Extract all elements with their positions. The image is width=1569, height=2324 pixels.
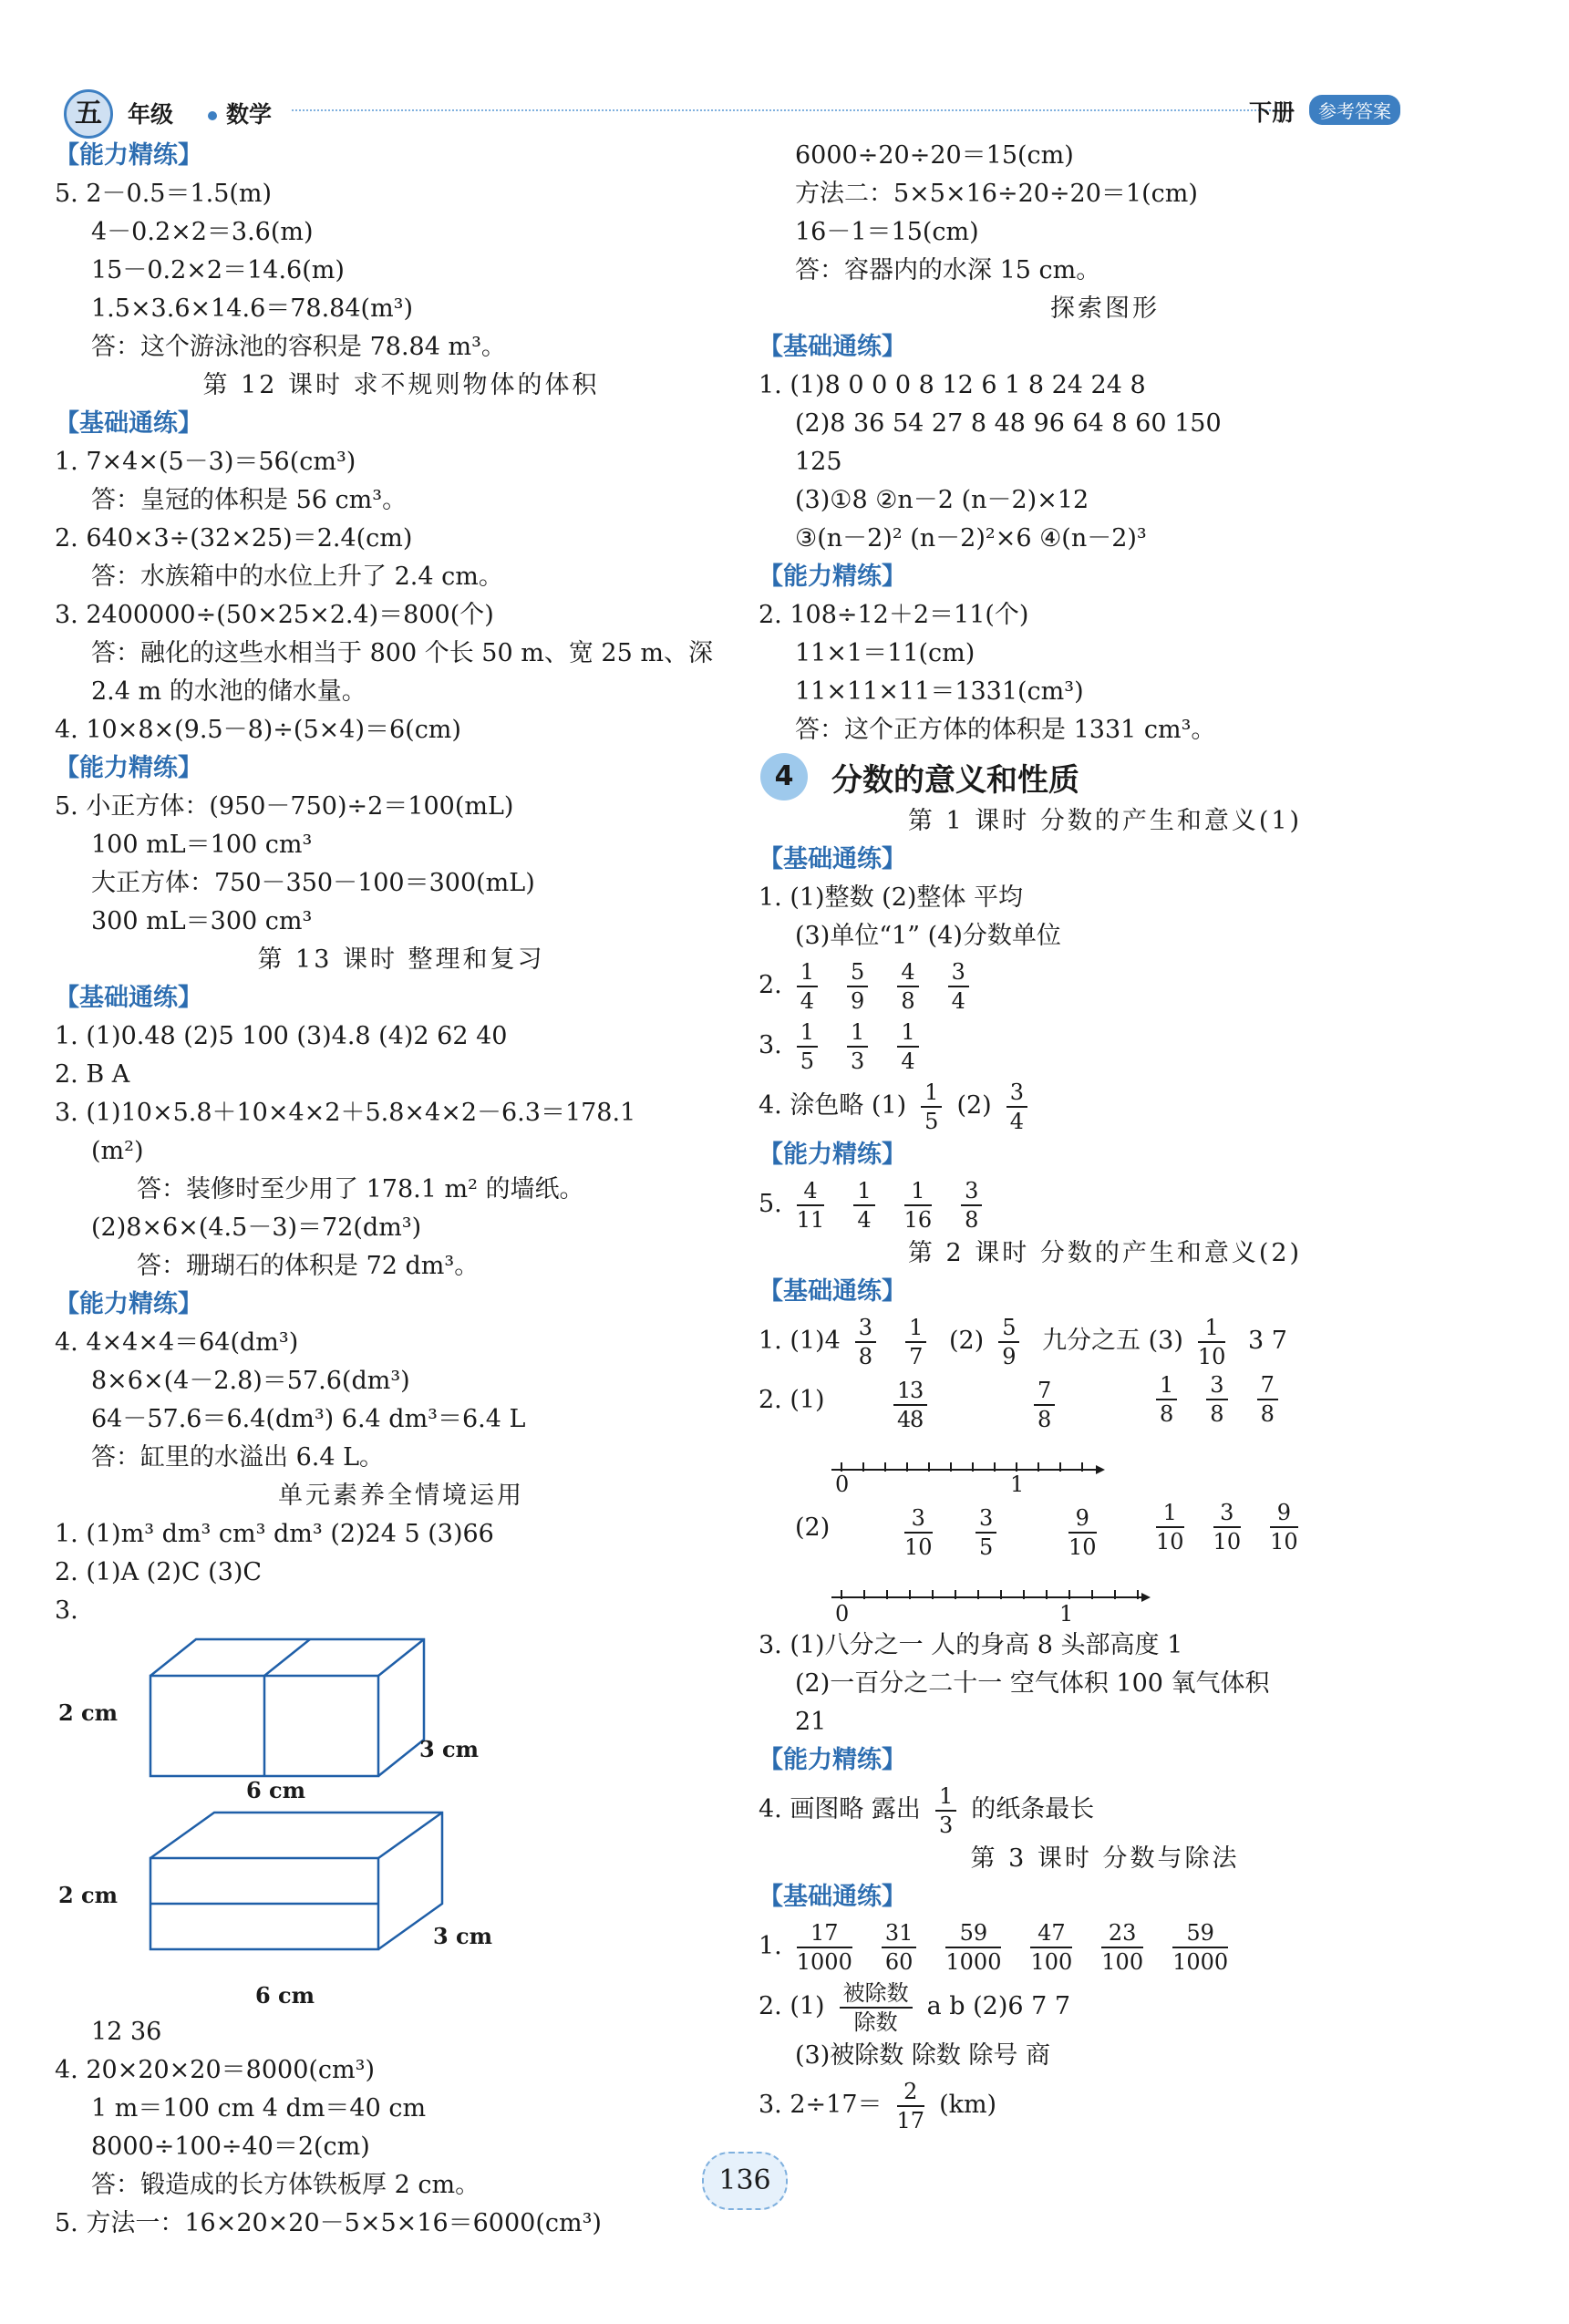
answer-line: 100 mL＝100 cm³ (91, 831, 313, 859)
answer-line: 8000÷100÷40＝2(cm) (91, 2133, 370, 2161)
grade-badge: 五 (64, 89, 113, 139)
answer-line: 11×11×11＝1331(cm³) (795, 677, 1084, 706)
answer-line: 3. (1)10×5.8＋10×4×2＋5.8×4×2－6.3＝178.1 (55, 1099, 636, 1127)
lesson-title: 第 13 课时 整理和复习 (257, 945, 545, 974)
answer-line: 300 mL＝300 cm³ (91, 907, 313, 935)
fraction: $\frac{2}{17}$ (896, 2078, 925, 2133)
fraction: $\frac{3}{8}$ (961, 1177, 982, 1234)
fraction: $\frac{1}{4}$ (797, 958, 818, 1015)
lesson-title: 第 1 课时 分数的产生和意义(1) (907, 807, 1303, 835)
number-line-label: $\frac{3}{8}$ (906, 1377, 927, 1433)
answer-line: 答：这个正方体的体积是 1331 cm³。 (795, 716, 1216, 744)
fraction-line: 3. 2÷17＝ $\frac{2}{17}$ (km) (759, 2078, 997, 2133)
tick (977, 1590, 979, 1599)
number-line-svg-1 (759, 1371, 1451, 1499)
tick (863, 1590, 865, 1599)
header-dot (208, 111, 217, 120)
tick (1016, 1462, 1017, 1472)
fraction-line: 2. $\frac{1}{4}$ $\frac{5}{9}$ $\frac{4}{8}$ $\frac{3}{4}$ (759, 955, 1451, 1016)
fraction: $\frac{9}{10}$ (1270, 1500, 1298, 1554)
fraction: $\frac{4}{8}$ (897, 958, 918, 1015)
tick (994, 1462, 996, 1472)
answer-line: 1 m＝100 cm 4 dm＝40 cm (91, 2094, 427, 2123)
fraction: $\frac{1}{5}$ (797, 1018, 818, 1075)
dimension-label: 6 cm (255, 1982, 315, 2009)
answer-line: 15－0.2×2＝14.6(m) (91, 256, 345, 284)
answer-line: 5. 小正方体：(950－750)÷2＝100(mL) (55, 792, 514, 821)
fraction: $\frac{59}{1000}$ (1172, 1919, 1229, 1975)
right-column (759, 137, 1451, 2135)
answer-line: 8×6×(4－2.8)＝57.6(dm³) (91, 1367, 410, 1395)
dimension-label: 3 cm (419, 1736, 480, 1762)
left-column (55, 137, 748, 2243)
answer-badge: 参考答案 (1309, 95, 1400, 125)
lesson-title: 探索图形 (1050, 294, 1160, 323)
answer-line: 答：容器内的水深 15 cm。 (795, 256, 1101, 284)
answer-line: 4. 10×8×(9.5－8)÷(5×4)＝6(cm) (55, 716, 461, 744)
answer-line: (m²) (91, 1137, 144, 1165)
answer-line: (3)①8 ②n－2 (n－2)×12 (795, 486, 1089, 514)
page-header (55, 84, 1422, 139)
section-label: 【能力精练】 (759, 563, 906, 591)
section-label: 【能力精练】 (759, 1141, 906, 1169)
tick (841, 1462, 842, 1472)
fraction: $\frac{3}{4}$ (948, 958, 969, 1015)
answer-line: 1.5×3.6×14.6＝78.84(m³) (91, 294, 414, 323)
answer-line: 1. 7×4×(5－3)＝56(cm³) (55, 448, 356, 476)
subject-label: 数学 (226, 101, 273, 128)
tick (1068, 1590, 1070, 1599)
answer-line: (2)8×6×(4.5－3)＝72(dm³) (91, 1214, 422, 1242)
fraction: $\frac{4}{11}$ (796, 1177, 825, 1233)
section-label: 【基础通练】 (55, 984, 202, 1012)
page-number: 136 (702, 2152, 788, 2210)
tick (841, 1590, 842, 1599)
section-label: 【基础通练】 (759, 333, 906, 361)
answer-line: 12 36 (91, 2018, 162, 2046)
tick (906, 1462, 908, 1472)
answer-line: 答：缸里的水溢出 6.4 L。 (91, 1443, 385, 1472)
tick (928, 1462, 930, 1472)
section-label: 【能力精练】 (55, 141, 202, 170)
fraction: $\frac{1}{4}$ (897, 1018, 918, 1075)
fraction: $\frac{3}{8}$ (1206, 1371, 1227, 1428)
section-label: 【基础通练】 (759, 845, 906, 873)
fraction-line: 4. 涂色略 (1) $\frac{1}{5}$ (2) $\frac{3}{4}$ (759, 1076, 1451, 1136)
answer-line: 11×1＝11(cm) (795, 639, 975, 667)
tick (1059, 1462, 1061, 1472)
answer-line: 答：锻造成的长方体铁板厚 2 cm。 (91, 2171, 480, 2199)
answer-line: 大正方体：750－350－100＝300(mL) (91, 869, 535, 897)
lesson-title: 第 12 课时 求不规则物体的体积 (202, 371, 600, 399)
volume-label: 下册 (1249, 99, 1295, 126)
fraction: $\frac{1}{10}$ (1156, 1500, 1184, 1554)
answer-line: 2. (1)A (2)C (3)C (55, 1558, 263, 1586)
fraction: $\frac{1}{4}$ (853, 1177, 874, 1234)
fraction: $\frac{7}{8}$ (1257, 1371, 1278, 1428)
section-label: 【基础通练】 (759, 1883, 906, 1911)
answer-line: 答：装修时至少用了 178.1 m² 的墙纸。 (137, 1175, 584, 1203)
fraction: $\frac{17}{1000}$ (796, 1919, 852, 1975)
fraction-line: 5. $\frac{4}{11}$ $\frac{1}{4}$ $\frac{1}{16}$ $\frac{3}{8}$ (759, 1174, 1451, 1234)
unit-number: 4 (760, 753, 808, 800)
fraction: $\frac{5}{9}$ (847, 958, 868, 1015)
lesson-title: 第 3 课时 分数与除法 (970, 1844, 1240, 1873)
section-label: 【能力精练】 (55, 1290, 202, 1318)
number-line-1: 2. (1) 0 1 $\frac{1}{4}$ $\frac{3}{8}$ $\frac{7}{8}$ $\frac{1}{8}$ $\frac{3}{8}$ $\frac{7}{8}$ (759, 1371, 1451, 1499)
header-rule (292, 109, 1285, 111)
number-line-2: (2) 0 1 $\frac{3}{10}$ $\frac{3}{5}$ $\frac{9}{10}$ $\frac{1}{10}$ $\frac{3}{10}$ $\frac{9}{10}$ (759, 1499, 1451, 1627)
fraction: $\frac{1}{16}$ (903, 1177, 933, 1233)
fraction: $\frac{1}{8}$ (1156, 1371, 1177, 1428)
answer-line: 16－1＝15(cm) (795, 218, 979, 246)
fraction: $\frac{3}{4}$ (1006, 1079, 1027, 1135)
answer-line: (2)一百分之二十一 空气体积 100 氧气体积 (795, 1669, 1270, 1698)
answer-line: 2. B A (55, 1060, 130, 1089)
answer-line: 21 (795, 1708, 827, 1736)
answer-line: 3. 2400000÷(50×25×2.4)＝800(个) (55, 601, 494, 629)
fraction: $\frac{3}{10}$ (1213, 1500, 1242, 1554)
fraction: $\frac{47}{100}$ (1030, 1919, 1073, 1975)
tick (1081, 1462, 1083, 1472)
answer-line: ③(n－2)² (n－2)²×6 ④(n－2)³ (795, 524, 1147, 553)
fraction: $\frac{1}{5}$ (921, 1079, 942, 1135)
tick (1000, 1590, 1002, 1599)
answer-line: 答：珊瑚石的体积是 72 dm³。 (137, 1252, 480, 1280)
fraction-line: 1. (1)4 $\frac{3}{8}$ $\frac{1}{7}$ (2) $\frac{5}{9}$ 九分之五 (3) $\frac{1}{10}$ 3 7 (759, 1314, 1287, 1369)
number-line-label: $\frac{3}{5}$ (975, 1504, 996, 1561)
tick (1046, 1590, 1048, 1599)
section-label: 【基础通练】 (55, 409, 202, 438)
fraction: $\frac{59}{1000}$ (945, 1919, 1002, 1975)
tick (1091, 1590, 1093, 1599)
answer-line: 3. (1)八分之一 人的身高 8 头部高度 1 (759, 1631, 1183, 1659)
answer-line: 64－57.6＝6.4(dm³) 6.4 dm³＝6.4 L (91, 1405, 526, 1433)
fraction: $\frac{5}{9}$ (998, 1314, 1019, 1370)
answer-line: 2. 108÷12＋2＝11(个) (759, 601, 1029, 629)
answer-line: 4. 4×4×4＝64(dm³) (55, 1328, 299, 1357)
tick (1023, 1590, 1025, 1599)
fraction: $\frac{\text{被除数}}{\text{除数}}$ (840, 1979, 913, 2036)
dimension-label: 6 cm (246, 1777, 306, 1803)
fraction: $\frac{1}{3}$ (847, 1018, 868, 1075)
tick (862, 1462, 864, 1472)
tick (932, 1590, 934, 1599)
fraction: $\frac{1}{10}$ (1197, 1314, 1226, 1369)
tick (884, 1462, 886, 1472)
fraction-line: 4. 画图略 露出 $\frac{1}{3}$ 的纸条最长 (759, 1782, 1095, 1838)
number-line-label: $\frac{7}{8}$ (1034, 1377, 1055, 1433)
answer-line: 答：融化的这些水相当于 800 个长 50 m、宽 25 m、深 (91, 639, 713, 667)
tick (1114, 1590, 1116, 1599)
answer-line: 125 (795, 448, 842, 476)
answer-line: 3. (55, 1596, 78, 1625)
answer-line: (3)单位“1” (4)分数单位 (795, 922, 1061, 950)
fraction-line: 1. $\frac{17}{1000}$ $\frac{31}{60}$ $\frac{59}{1000}$ $\frac{47}{100}$ $\frac{23}{100}$ $\frac{59}{1000}$ (759, 1919, 1229, 1975)
answer-line: 5. 2－0.5＝1.5(m) (55, 180, 273, 208)
answer-line: 方法二：5×5×16÷20÷20＝1(cm) (795, 180, 1198, 208)
number-line-label: $\frac{9}{10}$ (1068, 1505, 1097, 1560)
number-line-svg-2 (759, 1499, 1451, 1627)
tick (1137, 1590, 1139, 1599)
fraction: $\frac{1}{7}$ (905, 1314, 926, 1370)
fraction-line: 3. $\frac{1}{5}$ $\frac{1}{3}$ $\frac{1}{4}$ (759, 1016, 1451, 1076)
answer-line: 1. (1)0.48 (2)5 100 (3)4.8 (4)2 62 40 (55, 1022, 508, 1050)
unit-title: 分数的意义和性质 (831, 762, 1079, 799)
dimension-label: 2 cm (58, 1882, 119, 1908)
cuboid-figures (55, 1630, 748, 2013)
answer-line: 答：皇冠的体积是 56 cm³。 (91, 486, 408, 514)
lesson-title: 单元素养全情境运用 (278, 1482, 524, 1510)
dimension-label: 3 cm (433, 1923, 493, 1949)
answer-line: 答：水族箱中的水位上升了 2.4 cm。 (91, 563, 503, 591)
tick (909, 1590, 911, 1599)
fraction: $\frac{3}{8}$ (855, 1314, 876, 1370)
grade-label: 年级 (128, 101, 174, 128)
fraction-line: 2. (1) $\frac{\text{被除数}}{\text{除数}}$ a b (2)6 7 7 (759, 1979, 1071, 2035)
tick (886, 1590, 888, 1599)
fraction: $\frac{1}{3}$ (935, 1782, 956, 1839)
number-line-label: $\frac{3}{10}$ (904, 1505, 933, 1560)
answer-line: 答：这个游泳池的容积是 78.84 m³。 (91, 333, 506, 361)
tick (950, 1462, 952, 1472)
unit-heading (759, 749, 1451, 802)
section-label: 【基础通练】 (759, 1277, 906, 1306)
answer-line: (3)被除数 除数 除号 商 (795, 2041, 1050, 2070)
answer-line: 2. 640×3÷(32×25)＝2.4(cm) (55, 524, 413, 553)
answer-line: 1. (1)整数 (2)整体 平均 (759, 883, 1023, 912)
fraction: $\frac{31}{60}$ (882, 1919, 917, 1976)
dimension-label: 2 cm (58, 1699, 119, 1726)
fraction: $\frac{23}{100}$ (1101, 1919, 1144, 1975)
answer-line: 4. 20×20×20＝8000(cm³) (55, 2056, 375, 2084)
lesson-title: 第 2 课时 分数的产生和意义(2) (907, 1239, 1303, 1267)
cuboid-diagram (55, 1630, 748, 2013)
answer-line: 1. (1)8 0 0 0 8 12 6 1 8 24 24 8 (759, 371, 1146, 399)
answer-line: (2)8 36 54 27 8 48 96 64 8 60 150 (795, 409, 1222, 438)
tick (1037, 1462, 1039, 1472)
tick (972, 1462, 974, 1472)
answer-line: 4－0.2×2＝3.6(m) (91, 218, 314, 246)
number-line-label: $\frac{1}{4}$ (893, 1377, 914, 1433)
section-label: 【能力精练】 (759, 1746, 906, 1774)
section-label: 【能力精练】 (55, 754, 202, 782)
tick (955, 1590, 956, 1599)
answer-line: 5. 方法一：16×20×20－5×5×16＝6000(cm³) (55, 2209, 602, 2237)
answer-line: 6000÷20÷20＝15(cm) (795, 141, 1074, 170)
answer-line: 2.4 m 的水池的储水量。 (91, 677, 366, 706)
answer-line: 1. (1)m³ dm³ cm³ dm³ (2)24 5 (3)66 (55, 1520, 494, 1548)
